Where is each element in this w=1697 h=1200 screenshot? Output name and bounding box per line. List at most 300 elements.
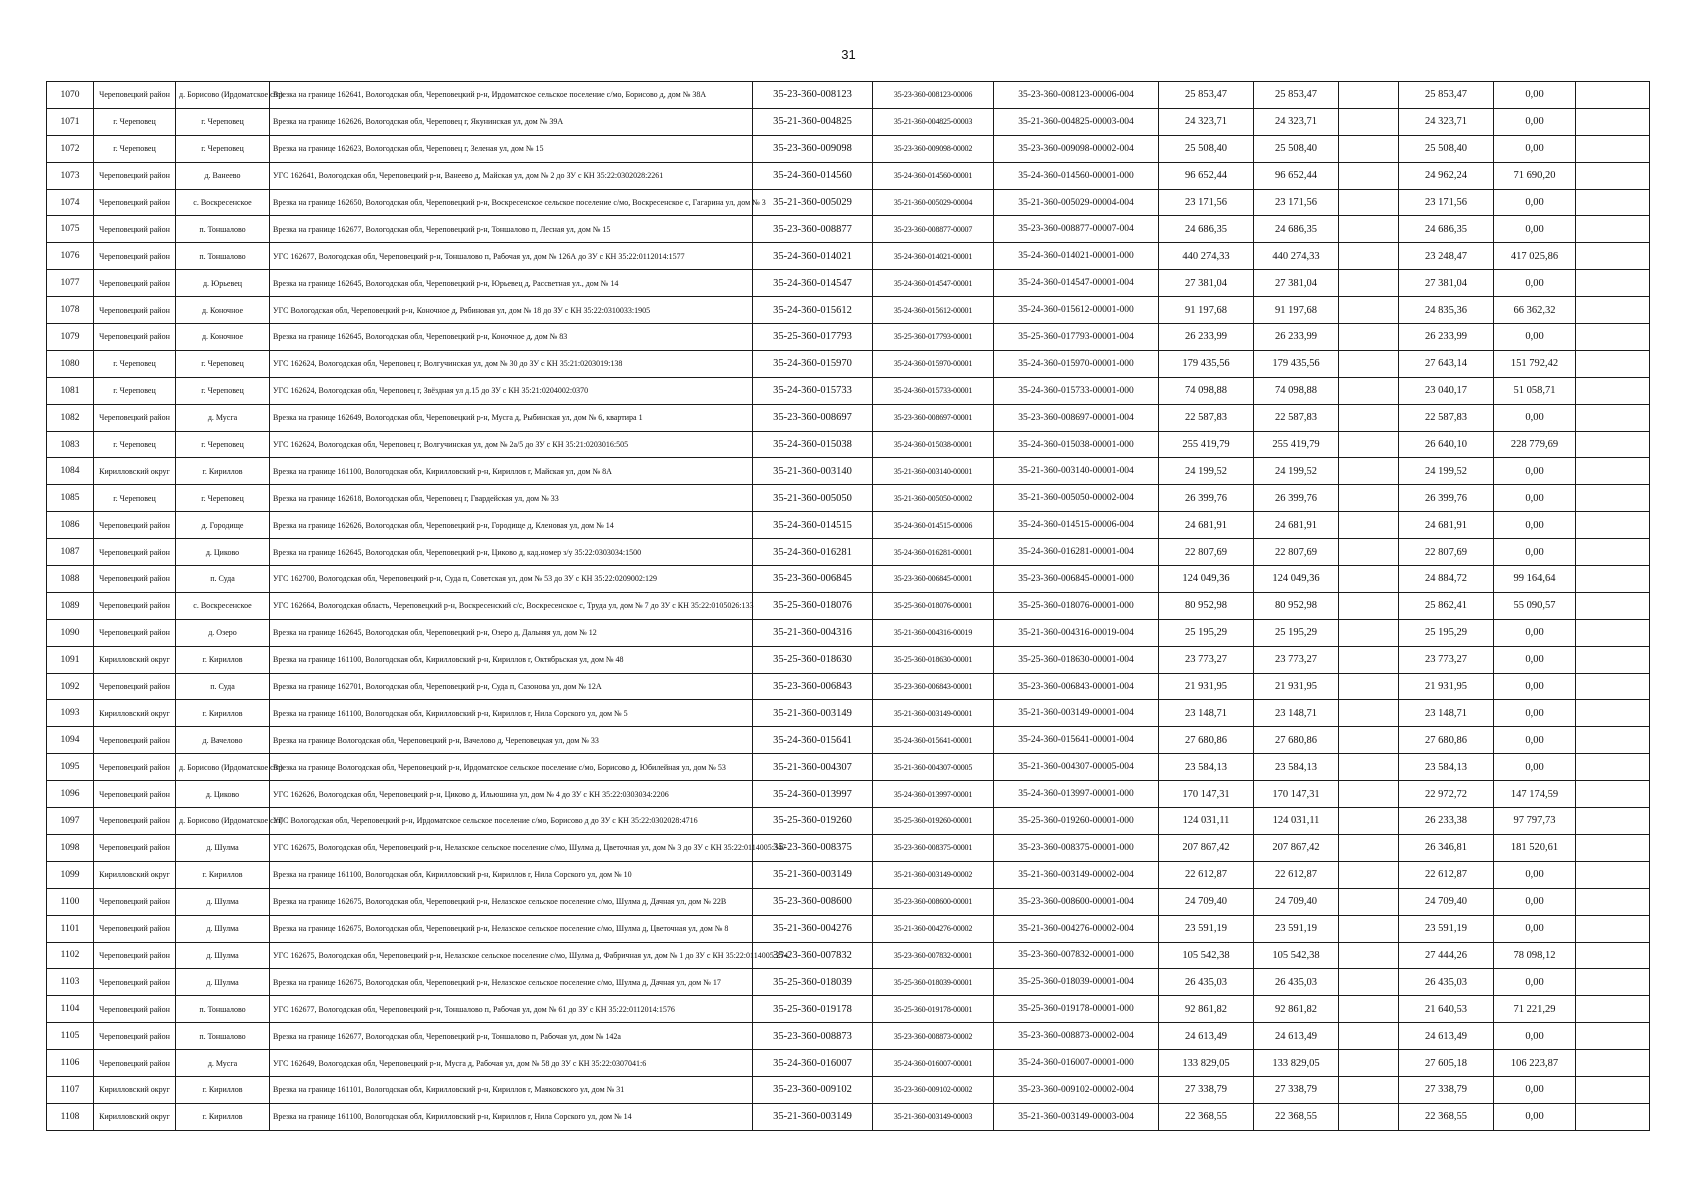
amount-total-cell: 91 197,68	[1159, 297, 1254, 324]
row-number-cell: 1101	[47, 915, 94, 942]
amount-duplicate-cell: 91 197,68	[1254, 297, 1339, 324]
amount-remainder-cell: 71 221,29	[1494, 996, 1576, 1023]
amount-remainder-cell: 0,00	[1494, 270, 1576, 297]
sub-code-cell: 35-21-360-005029-00004	[873, 189, 994, 216]
amount-remainder-cell: 0,00	[1494, 324, 1576, 351]
municipality-cell: Череповецкий район	[94, 512, 176, 539]
object-code-cell: 35-23-360-008877	[753, 216, 873, 243]
municipality-cell: Череповецкий район	[94, 619, 176, 646]
row-number-cell: 1107	[47, 1076, 94, 1103]
empty-cell	[1339, 1023, 1399, 1050]
empty-cell	[1339, 324, 1399, 351]
table-row	[47, 270, 1650, 297]
amount-remainder-cell: 0,00	[1494, 1076, 1576, 1103]
address-cell: Врезка на границе 161100, Вологодская обл, Кирилловский р-н, Кириллов г, Октябрьская ул, дом № 48	[270, 646, 753, 673]
table-row	[47, 431, 1650, 458]
sub-code-cell: 35-24-360-014560-00001	[873, 162, 994, 189]
full-code-cell: 35-24-360-014547-00001-004	[994, 270, 1159, 297]
settlement-cell: д. Мусга	[176, 1050, 270, 1077]
full-code-cell: 35-25-360-018039-00001-004	[994, 969, 1159, 996]
sub-code-cell: 35-24-360-014515-00006	[873, 512, 994, 539]
full-code-cell: 35-23-360-008123-00006-004	[994, 82, 1159, 109]
page-number: 31	[841, 47, 856, 62]
object-code-cell: 35-25-360-019178	[753, 996, 873, 1023]
full-code-cell: 35-21-360-003149-00001-004	[994, 700, 1159, 727]
amount-connection-cell: 22 587,83	[1399, 404, 1494, 431]
address-cell: УГС Вологодская обл, Череповецкий р-н, Ирдоматское сельское поселение с/мо, Борисово д до ЗУ с КН 35:22:0302028:4716	[270, 808, 753, 835]
object-code-cell: 35-21-360-003149	[753, 700, 873, 727]
address-cell: Врезка на границе 162618, Вологодская обл, Череповец г, Гвардейская ул, дом № 33	[270, 485, 753, 512]
amount-total-cell: 23 171,56	[1159, 189, 1254, 216]
amount-duplicate-cell: 22 612,87	[1254, 861, 1339, 888]
row-number-cell: 1092	[47, 673, 94, 700]
amount-remainder-cell: 71 690,20	[1494, 162, 1576, 189]
object-code-cell: 35-23-360-008697	[753, 404, 873, 431]
municipality-cell: г. Череповец	[94, 377, 176, 404]
amount-total-cell: 255 419,79	[1159, 431, 1254, 458]
municipality-cell: Череповецкий район	[94, 243, 176, 270]
object-code-cell: 35-24-360-014021	[753, 243, 873, 270]
amount-remainder-cell: 0,00	[1494, 619, 1576, 646]
table-row	[47, 162, 1650, 189]
object-code-cell: 35-24-360-014515	[753, 512, 873, 539]
table-row	[47, 861, 1650, 888]
sub-code-cell: 35-24-360-015733-00001	[873, 377, 994, 404]
trailing-empty-cell	[1576, 781, 1650, 808]
settlement-cell: д. Борисово (Ирдоматское с/п)	[176, 754, 270, 781]
amount-total-cell: 24 686,35	[1159, 216, 1254, 243]
address-cell: УГС 162664, Вологодская область, Череповецкий р-н, Воскресенский с/с, Воскресенское с, Труда ул, дом № 7 до ЗУ с КН 35:22:0105026:133	[270, 592, 753, 619]
municipality-cell: Череповецкий район	[94, 162, 176, 189]
sub-code-cell: 35-21-360-005050-00002	[873, 485, 994, 512]
amount-duplicate-cell: 23 591,19	[1254, 915, 1339, 942]
settlement-cell: г. Кириллов	[176, 700, 270, 727]
municipality-cell: Череповецкий район	[94, 727, 176, 754]
settlement-cell: д. Шулма	[176, 942, 270, 969]
address-cell: Врезка на границе 162623, Вологодская обл, Череповец г, Зеленая ул, дом № 15	[270, 135, 753, 162]
settlement-cell: д. Циково	[176, 781, 270, 808]
municipality-cell: Череповецкий район	[94, 915, 176, 942]
row-number-cell: 1076	[47, 243, 94, 270]
trailing-empty-cell	[1576, 270, 1650, 297]
address-cell: УГС 162700, Вологодская обл, Череповецкий р-н, Суда п, Советская ул, дом № 53 до ЗУ с КН 35:22:0209002:129	[270, 566, 753, 593]
sub-code-cell: 35-23-360-008697-00001	[873, 404, 994, 431]
registry-body	[47, 82, 1650, 1131]
amount-connection-cell: 21 640,53	[1399, 996, 1494, 1023]
amount-connection-cell: 24 613,49	[1399, 1023, 1494, 1050]
empty-cell	[1339, 297, 1399, 324]
full-code-cell: 35-21-360-004825-00003-004	[994, 108, 1159, 135]
amount-connection-cell: 25 853,47	[1399, 82, 1494, 109]
amount-duplicate-cell: 23 773,27	[1254, 646, 1339, 673]
settlement-cell: г. Кириллов	[176, 458, 270, 485]
trailing-empty-cell	[1576, 1050, 1650, 1077]
full-code-cell: 35-24-360-014021-00001-000	[994, 243, 1159, 270]
sub-code-cell: 35-23-360-008375-00001	[873, 834, 994, 861]
object-code-cell: 35-21-360-004276	[753, 915, 873, 942]
full-code-cell: 35-21-360-004276-00002-004	[994, 915, 1159, 942]
table-row	[47, 888, 1650, 915]
municipality-cell: Череповецкий район	[94, 834, 176, 861]
amount-connection-cell: 27 381,04	[1399, 270, 1494, 297]
amount-connection-cell: 22 368,55	[1399, 1103, 1494, 1130]
amount-duplicate-cell: 124 031,11	[1254, 808, 1339, 835]
object-code-cell: 35-24-360-014547	[753, 270, 873, 297]
amount-duplicate-cell: 26 435,03	[1254, 969, 1339, 996]
trailing-empty-cell	[1576, 566, 1650, 593]
empty-cell	[1339, 431, 1399, 458]
amount-remainder-cell: 0,00	[1494, 485, 1576, 512]
trailing-empty-cell	[1576, 458, 1650, 485]
table-row	[47, 1050, 1650, 1077]
address-cell: УГС 162675, Вологодская обл, Череповецкий р-н, Нелазское сельское поселение с/мо, Шулма д, Фабричная ул, дом № 1 до ЗУ с КН 35:22:0114005:274	[270, 942, 753, 969]
table-row	[47, 216, 1650, 243]
sub-code-cell: 35-21-360-003140-00001	[873, 458, 994, 485]
address-cell: Врезка на границе 162677, Вологодская обл, Череповецкий р-н, Тоншалово п, Рабочая ул, дом № 142а	[270, 1023, 753, 1050]
trailing-empty-cell	[1576, 754, 1650, 781]
table-row	[47, 969, 1650, 996]
empty-cell	[1339, 700, 1399, 727]
object-code-cell: 35-21-360-005050	[753, 485, 873, 512]
table-row	[47, 512, 1650, 539]
municipality-cell: Кирилловский округ	[94, 1103, 176, 1130]
row-number-cell: 1084	[47, 458, 94, 485]
amount-remainder-cell: 0,00	[1494, 539, 1576, 566]
amount-duplicate-cell: 23 171,56	[1254, 189, 1339, 216]
row-number-cell: 1079	[47, 324, 94, 351]
row-number-cell: 1104	[47, 996, 94, 1023]
empty-cell	[1339, 915, 1399, 942]
row-number-cell: 1081	[47, 377, 94, 404]
amount-remainder-cell: 151 792,42	[1494, 350, 1576, 377]
address-cell: УГС Вологодская обл, Череповецкий р-н, Коночное д, Рябиновая ул, дом № 18 до ЗУ с КН 35:22:0310033:1905	[270, 297, 753, 324]
amount-duplicate-cell: 23 148,71	[1254, 700, 1339, 727]
object-code-cell: 35-23-360-006843	[753, 673, 873, 700]
amount-remainder-cell: 0,00	[1494, 646, 1576, 673]
amount-total-cell: 124 031,11	[1159, 808, 1254, 835]
trailing-empty-cell	[1576, 297, 1650, 324]
settlement-cell: г. Череповец	[176, 485, 270, 512]
amount-total-cell: 22 807,69	[1159, 539, 1254, 566]
address-cell: УГС 162624, Вологодская обл, Череповец г, Звёздная ул д.15 до ЗУ с КН 35:21:0204002:0370	[270, 377, 753, 404]
municipality-cell: Череповецкий район	[94, 539, 176, 566]
table-row	[47, 566, 1650, 593]
address-cell: Врезка на границе 162645, Вологодская обл, Череповецкий р-н, Циково д, кад.номер з/у 35:22:0303034:1500	[270, 539, 753, 566]
amount-remainder-cell: 181 520,61	[1494, 834, 1576, 861]
amount-connection-cell: 24 709,40	[1399, 888, 1494, 915]
sub-code-cell: 35-23-360-007832-00001	[873, 942, 994, 969]
amount-remainder-cell: 66 362,32	[1494, 297, 1576, 324]
settlement-cell: д. Юрьевец	[176, 270, 270, 297]
row-number-cell: 1106	[47, 1050, 94, 1077]
amount-remainder-cell: 0,00	[1494, 135, 1576, 162]
municipality-cell: Череповецкий район	[94, 1050, 176, 1077]
full-code-cell: 35-21-360-003140-00001-004	[994, 458, 1159, 485]
address-cell: Врезка на границе 162677, Вологодская обл, Череповецкий р-н, Тоншалово п, Лесная ул, дом № 15	[270, 216, 753, 243]
row-number-cell: 1086	[47, 512, 94, 539]
object-code-cell: 35-24-360-015612	[753, 297, 873, 324]
municipality-cell: Череповецкий район	[94, 297, 176, 324]
table-row	[47, 727, 1650, 754]
full-code-cell: 35-23-360-008873-00002-004	[994, 1023, 1159, 1050]
sub-code-cell: 35-23-360-008600-00001	[873, 888, 994, 915]
amount-duplicate-cell: 23 584,13	[1254, 754, 1339, 781]
sub-code-cell: 35-24-360-015612-00001	[873, 297, 994, 324]
sub-code-cell: 35-24-360-015970-00001	[873, 350, 994, 377]
table-row	[47, 485, 1650, 512]
empty-cell	[1339, 82, 1399, 109]
object-code-cell: 35-24-360-016007	[753, 1050, 873, 1077]
object-code-cell: 35-21-360-003140	[753, 458, 873, 485]
trailing-empty-cell	[1576, 485, 1650, 512]
municipality-cell: Кирилловский округ	[94, 1076, 176, 1103]
amount-total-cell: 96 652,44	[1159, 162, 1254, 189]
settlement-cell: п. Тоншалово	[176, 996, 270, 1023]
row-number-cell: 1082	[47, 404, 94, 431]
empty-cell	[1339, 834, 1399, 861]
amount-remainder-cell: 51 058,71	[1494, 377, 1576, 404]
address-cell: Врезка на границе 161100, Вологодская обл, Кирилловский р-н, Кириллов г, Нила Сорского ул, дом № 14	[270, 1103, 753, 1130]
trailing-empty-cell	[1576, 324, 1650, 351]
sub-code-cell: 35-21-360-004825-00003	[873, 108, 994, 135]
table-row	[47, 404, 1650, 431]
address-cell: Врезка на границе 162650, Вологодская обл, Череповецкий р-н, Воскресенское сельское поселение с/мо, Воскресенское с, Гагарина ул, дом № 3	[270, 189, 753, 216]
settlement-cell: г. Кириллов	[176, 1103, 270, 1130]
municipality-cell: Череповецкий район	[94, 216, 176, 243]
amount-connection-cell: 24 962,24	[1399, 162, 1494, 189]
table-row	[47, 915, 1650, 942]
sub-code-cell: 35-25-360-019178-00001	[873, 996, 994, 1023]
amount-duplicate-cell: 25 195,29	[1254, 619, 1339, 646]
full-code-cell: 35-23-360-008697-00001-004	[994, 404, 1159, 431]
amount-total-cell: 22 368,55	[1159, 1103, 1254, 1130]
settlement-cell: д. Вачелово	[176, 727, 270, 754]
table-row	[47, 1023, 1650, 1050]
sub-code-cell: 35-21-360-003149-00002	[873, 861, 994, 888]
registry-table	[46, 81, 1650, 1131]
sub-code-cell: 35-21-360-004276-00002	[873, 915, 994, 942]
trailing-empty-cell	[1576, 512, 1650, 539]
sub-code-cell: 35-24-360-013997-00001	[873, 781, 994, 808]
amount-remainder-cell: 0,00	[1494, 915, 1576, 942]
municipality-cell: г. Череповец	[94, 135, 176, 162]
amount-duplicate-cell: 26 233,99	[1254, 324, 1339, 351]
trailing-empty-cell	[1576, 996, 1650, 1023]
amount-duplicate-cell: 27 338,79	[1254, 1076, 1339, 1103]
trailing-empty-cell	[1576, 162, 1650, 189]
municipality-cell: Череповецкий район	[94, 189, 176, 216]
object-code-cell: 35-21-360-004307	[753, 754, 873, 781]
table-row	[47, 82, 1650, 109]
empty-cell	[1339, 996, 1399, 1023]
full-code-cell: 35-21-360-005029-00004-004	[994, 189, 1159, 216]
amount-remainder-cell: 0,00	[1494, 673, 1576, 700]
empty-cell	[1339, 619, 1399, 646]
table-row	[47, 834, 1650, 861]
address-cell: Врезка на границе 162701, Вологодская обл, Череповецкий р-н, Суда п, Сазонова ул, дом № 12А	[270, 673, 753, 700]
settlement-cell: п. Суда	[176, 673, 270, 700]
trailing-empty-cell	[1576, 592, 1650, 619]
table-row	[47, 1076, 1650, 1103]
address-cell: Врезка на границе 161101, Вологодская обл, Кирилловский р-н, Кириллов г, Маяковского ул, дом № 31	[270, 1076, 753, 1103]
settlement-cell: г. Череповец	[176, 377, 270, 404]
amount-connection-cell: 24 884,72	[1399, 566, 1494, 593]
amount-connection-cell: 22 972,72	[1399, 781, 1494, 808]
amount-remainder-cell: 0,00	[1494, 108, 1576, 135]
address-cell: УГС 162675, Вологодская обл, Череповецкий р-н, Нелазское сельское поселение с/мо, Шулма д, Цветочная ул, дом № 3 до ЗУ с КН 35:22:0114005:347	[270, 834, 753, 861]
settlement-cell: п. Тоншалово	[176, 216, 270, 243]
amount-remainder-cell: 55 090,57	[1494, 592, 1576, 619]
object-code-cell: 35-25-360-017793	[753, 324, 873, 351]
object-code-cell: 35-23-360-008375	[753, 834, 873, 861]
settlement-cell: с. Воскресенское	[176, 189, 270, 216]
amount-duplicate-cell: 22 368,55	[1254, 1103, 1339, 1130]
empty-cell	[1339, 781, 1399, 808]
sub-code-cell: 35-24-360-014021-00001	[873, 243, 994, 270]
amount-total-cell: 27 381,04	[1159, 270, 1254, 297]
amount-duplicate-cell: 27 381,04	[1254, 270, 1339, 297]
amount-duplicate-cell: 179 435,56	[1254, 350, 1339, 377]
empty-cell	[1339, 646, 1399, 673]
amount-remainder-cell: 99 164,64	[1494, 566, 1576, 593]
object-code-cell: 35-21-360-003149	[753, 861, 873, 888]
address-cell: Врезка на границе Вологодская обл, Череповецкий р-н, Вачелово д, Череповецкая ул, дом № 33	[270, 727, 753, 754]
municipality-cell: Кирилловский округ	[94, 700, 176, 727]
full-code-cell: 35-21-360-003149-00003-004	[994, 1103, 1159, 1130]
amount-remainder-cell: 0,00	[1494, 1103, 1576, 1130]
amount-connection-cell: 23 040,17	[1399, 377, 1494, 404]
table-row	[47, 996, 1650, 1023]
full-code-cell: 35-23-360-008600-00001-004	[994, 888, 1159, 915]
empty-cell	[1339, 1050, 1399, 1077]
object-code-cell: 35-25-360-018076	[753, 592, 873, 619]
amount-duplicate-cell: 22 587,83	[1254, 404, 1339, 431]
sub-code-cell: 35-25-360-018039-00001	[873, 969, 994, 996]
amount-total-cell: 74 098,88	[1159, 377, 1254, 404]
empty-cell	[1339, 377, 1399, 404]
settlement-cell: д. Борисово (Ирдоматское с/п)	[176, 82, 270, 109]
settlement-cell: г. Череповец	[176, 108, 270, 135]
table-row	[47, 324, 1650, 351]
object-code-cell: 35-21-360-004316	[753, 619, 873, 646]
sub-code-cell: 35-24-360-015038-00001	[873, 431, 994, 458]
address-cell: УГС 162624, Вологодская обл, Череповец г, Волгучинская ул, дом № 30 до ЗУ с КН 35:21:0203019:138	[270, 350, 753, 377]
table-row	[47, 350, 1650, 377]
amount-total-cell: 25 508,40	[1159, 135, 1254, 162]
sub-code-cell: 35-24-360-016281-00001	[873, 539, 994, 566]
full-code-cell: 35-24-360-016007-00001-000	[994, 1050, 1159, 1077]
municipality-cell: Череповецкий район	[94, 566, 176, 593]
sub-code-cell: 35-23-360-008123-00006	[873, 82, 994, 109]
object-code-cell: 35-21-360-004825	[753, 108, 873, 135]
amount-remainder-cell: 0,00	[1494, 404, 1576, 431]
settlement-cell: д. Шулма	[176, 834, 270, 861]
municipality-cell: Кирилловский округ	[94, 861, 176, 888]
amount-remainder-cell: 97 797,73	[1494, 808, 1576, 835]
full-code-cell: 35-24-360-014560-00001-000	[994, 162, 1159, 189]
amount-connection-cell: 24 199,52	[1399, 458, 1494, 485]
empty-cell	[1339, 135, 1399, 162]
object-code-cell: 35-24-360-014560	[753, 162, 873, 189]
municipality-cell: Череповецкий район	[94, 592, 176, 619]
amount-connection-cell: 26 640,10	[1399, 431, 1494, 458]
amount-remainder-cell: 78 098,12	[1494, 942, 1576, 969]
amount-duplicate-cell: 24 323,71	[1254, 108, 1339, 135]
row-number-cell: 1098	[47, 834, 94, 861]
address-cell: Врезка на границе 162645, Вологодская обл, Череповецкий р-н, Юрьевец д, Рассветная ул., дом № 14	[270, 270, 753, 297]
settlement-cell: г. Череповец	[176, 135, 270, 162]
settlement-cell: д. Мусга	[176, 404, 270, 431]
trailing-empty-cell	[1576, 216, 1650, 243]
empty-cell	[1339, 108, 1399, 135]
amount-duplicate-cell: 24 613,49	[1254, 1023, 1339, 1050]
object-code-cell: 35-24-360-015038	[753, 431, 873, 458]
amount-total-cell: 27 680,86	[1159, 727, 1254, 754]
object-code-cell: 35-24-360-015733	[753, 377, 873, 404]
trailing-empty-cell	[1576, 700, 1650, 727]
empty-cell	[1339, 673, 1399, 700]
sub-code-cell: 35-21-360-003149-00001	[873, 700, 994, 727]
empty-cell	[1339, 969, 1399, 996]
settlement-cell: д. Шулма	[176, 969, 270, 996]
municipality-cell: Череповецкий район	[94, 82, 176, 109]
trailing-empty-cell	[1576, 673, 1650, 700]
table-row	[47, 781, 1650, 808]
settlement-cell: д. Ванеево	[176, 162, 270, 189]
amount-total-cell: 27 338,79	[1159, 1076, 1254, 1103]
address-cell: УГС 162677, Вологодская обл, Череповецкий р-н, Тоншалово п, Рабочая ул, дом № 126А до ЗУ с КН 35:22:0112014:1577	[270, 243, 753, 270]
trailing-empty-cell	[1576, 1103, 1650, 1130]
object-code-cell: 35-21-360-003149	[753, 1103, 873, 1130]
trailing-empty-cell	[1576, 350, 1650, 377]
municipality-cell: г. Череповец	[94, 108, 176, 135]
trailing-empty-cell	[1576, 861, 1650, 888]
municipality-cell: г. Череповец	[94, 431, 176, 458]
amount-duplicate-cell: 24 686,35	[1254, 216, 1339, 243]
trailing-empty-cell	[1576, 377, 1650, 404]
full-code-cell: 35-23-360-009098-00002-004	[994, 135, 1159, 162]
municipality-cell: Череповецкий район	[94, 270, 176, 297]
amount-duplicate-cell: 24 709,40	[1254, 888, 1339, 915]
amount-total-cell: 26 233,99	[1159, 324, 1254, 351]
municipality-cell: Кирилловский округ	[94, 646, 176, 673]
amount-duplicate-cell: 25 853,47	[1254, 82, 1339, 109]
amount-remainder-cell: 0,00	[1494, 727, 1576, 754]
amount-duplicate-cell: 105 542,38	[1254, 942, 1339, 969]
object-code-cell: 35-24-360-015641	[753, 727, 873, 754]
amount-remainder-cell: 0,00	[1494, 1023, 1576, 1050]
object-code-cell: 35-23-360-006845	[753, 566, 873, 593]
amount-connection-cell: 27 643,14	[1399, 350, 1494, 377]
full-code-cell: 35-25-360-018630-00001-004	[994, 646, 1159, 673]
municipality-cell: Кирилловский округ	[94, 458, 176, 485]
empty-cell	[1339, 566, 1399, 593]
amount-connection-cell: 26 399,76	[1399, 485, 1494, 512]
full-code-cell: 35-23-360-006843-00001-004	[994, 673, 1159, 700]
address-cell: Врезка на границе 162626, Вологодская обл, Череповец г, Якунинская ул, дом № 39А	[270, 108, 753, 135]
amount-total-cell: 133 829,05	[1159, 1050, 1254, 1077]
address-cell: Врезка на границе 162641, Вологодская обл, Череповецкий р-н, Ирдоматское сельское поселение с/мо, Борисово д, дом № 38А	[270, 82, 753, 109]
amount-connection-cell: 21 931,95	[1399, 673, 1494, 700]
address-cell: Врезка на границе 162645, Вологодская обл, Череповецкий р-н, Озеро д, Дальняя ул, дом № 12	[270, 619, 753, 646]
municipality-cell: Череповецкий район	[94, 324, 176, 351]
amount-total-cell: 105 542,38	[1159, 942, 1254, 969]
amount-remainder-cell: 0,00	[1494, 458, 1576, 485]
amount-duplicate-cell: 92 861,82	[1254, 996, 1339, 1023]
amount-total-cell: 26 399,76	[1159, 485, 1254, 512]
amount-remainder-cell: 106 223,87	[1494, 1050, 1576, 1077]
row-number-cell: 1095	[47, 754, 94, 781]
